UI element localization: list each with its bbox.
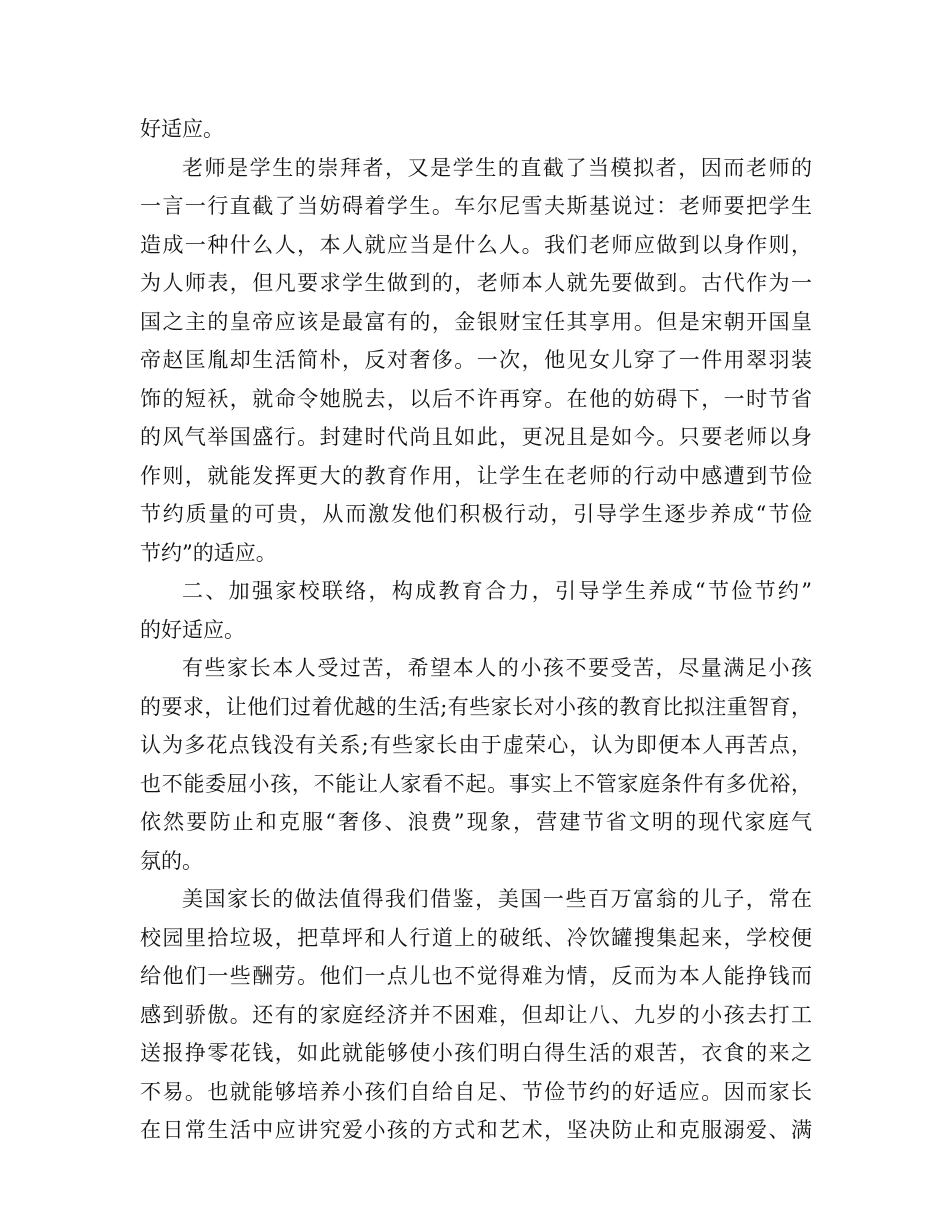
text-line: 美国家长的做法值得我们借鉴，美国一些百万富翁的儿子，常在 <box>182 887 812 911</box>
text-line: 在日常生活中应讲究爱小孩的方式和艺术，坚决防止和克服溺爱、满 <box>140 1118 812 1142</box>
body-text <box>140 110 812 1150</box>
text-line: 的好适应。 <box>140 617 245 642</box>
text-line: 好适应。 <box>140 117 224 141</box>
text-line: 依然要防止和克服“奢侈、浪费”现象，营建节省文明的现代家庭气 <box>140 810 812 834</box>
text-line: 不易。也就能够培养小孩们自给自足、节俭节约的好适应。因而家长 <box>140 1079 812 1104</box>
text-line: 感到骄傲。还有的家庭经济并不困难，但却让八、九岁的小孩去打工 <box>140 1002 812 1027</box>
text-line: 送报挣零花钱，如此就能够使小孩们明白得生活的艰苦，衣食的来之 <box>140 1041 812 1065</box>
text-line: 二、加强家校联络，构成教育合力，引导学生养成“节俭节约” <box>182 579 812 603</box>
text-line: 的风气举国盛行。封建时代尚且如此，更况且是如今。只要老师以身 <box>140 425 812 449</box>
text-line: 一言一行直截了当妨碍着学生。车尔尼雪夫斯基说过：老师要把学生 <box>140 194 812 218</box>
text-line: 校园里拾垃圾，把草坪和人行道上的破纸、冷饮罐搜集起来，学校便 <box>140 925 812 950</box>
text-line: 的要求，让他们过着优越的生活;有些家长对小孩的教育比拟注重智育， <box>140 694 812 719</box>
text-line: 老师是学生的崇拜者，又是学生的直截了当模拟者，因而老师的 <box>182 155 812 180</box>
text-line: 作则，就能发挥更大的教育作用，让学生在老师的行动中感遭到节俭 <box>140 463 812 488</box>
text-line: 认为多花点钱没有关系;有些家长由于虚荣心，认为即便本人再苦点， <box>140 733 812 757</box>
text-line: 给他们一些酬劳。他们一点儿也不觉得难为情，反而为本人能挣钱而 <box>140 964 812 988</box>
text-line: 帝赵匡胤却生活简朴，反对奢侈。一次，他见女儿穿了一件用翠羽装 <box>140 348 812 372</box>
text-line: 也不能委屈小孩，不能让人家看不起。事实上不管家庭条件有多优裕， <box>140 771 812 796</box>
text-line: 节约质量的可贵，从而激发他们积极行动，引导学生逐步养成“节俭 <box>140 502 812 526</box>
text-line: 饰的短袄，就命令她脱去，以后不许再穿。在他的妨碍下，一时节省 <box>140 386 812 411</box>
text-line: 为人师表，但凡要求学生做到的，老师本人就先要做到。古代作为一 <box>140 271 812 295</box>
text-line: 造成一种什么人，本人就应当是什么人。我们老师应做到以身作则， <box>140 232 812 257</box>
text-line: 国之主的皇帝应该是最富有的，金银财宝任其享用。但是宋朝开国皇 <box>140 309 812 334</box>
text-line: 有些家长本人受过苦，希望本人的小孩不要受苦，尽量满足小孩 <box>182 656 812 680</box>
text-line: 节约”的适应。 <box>140 540 277 565</box>
text-line: 氛的。 <box>140 848 203 873</box>
